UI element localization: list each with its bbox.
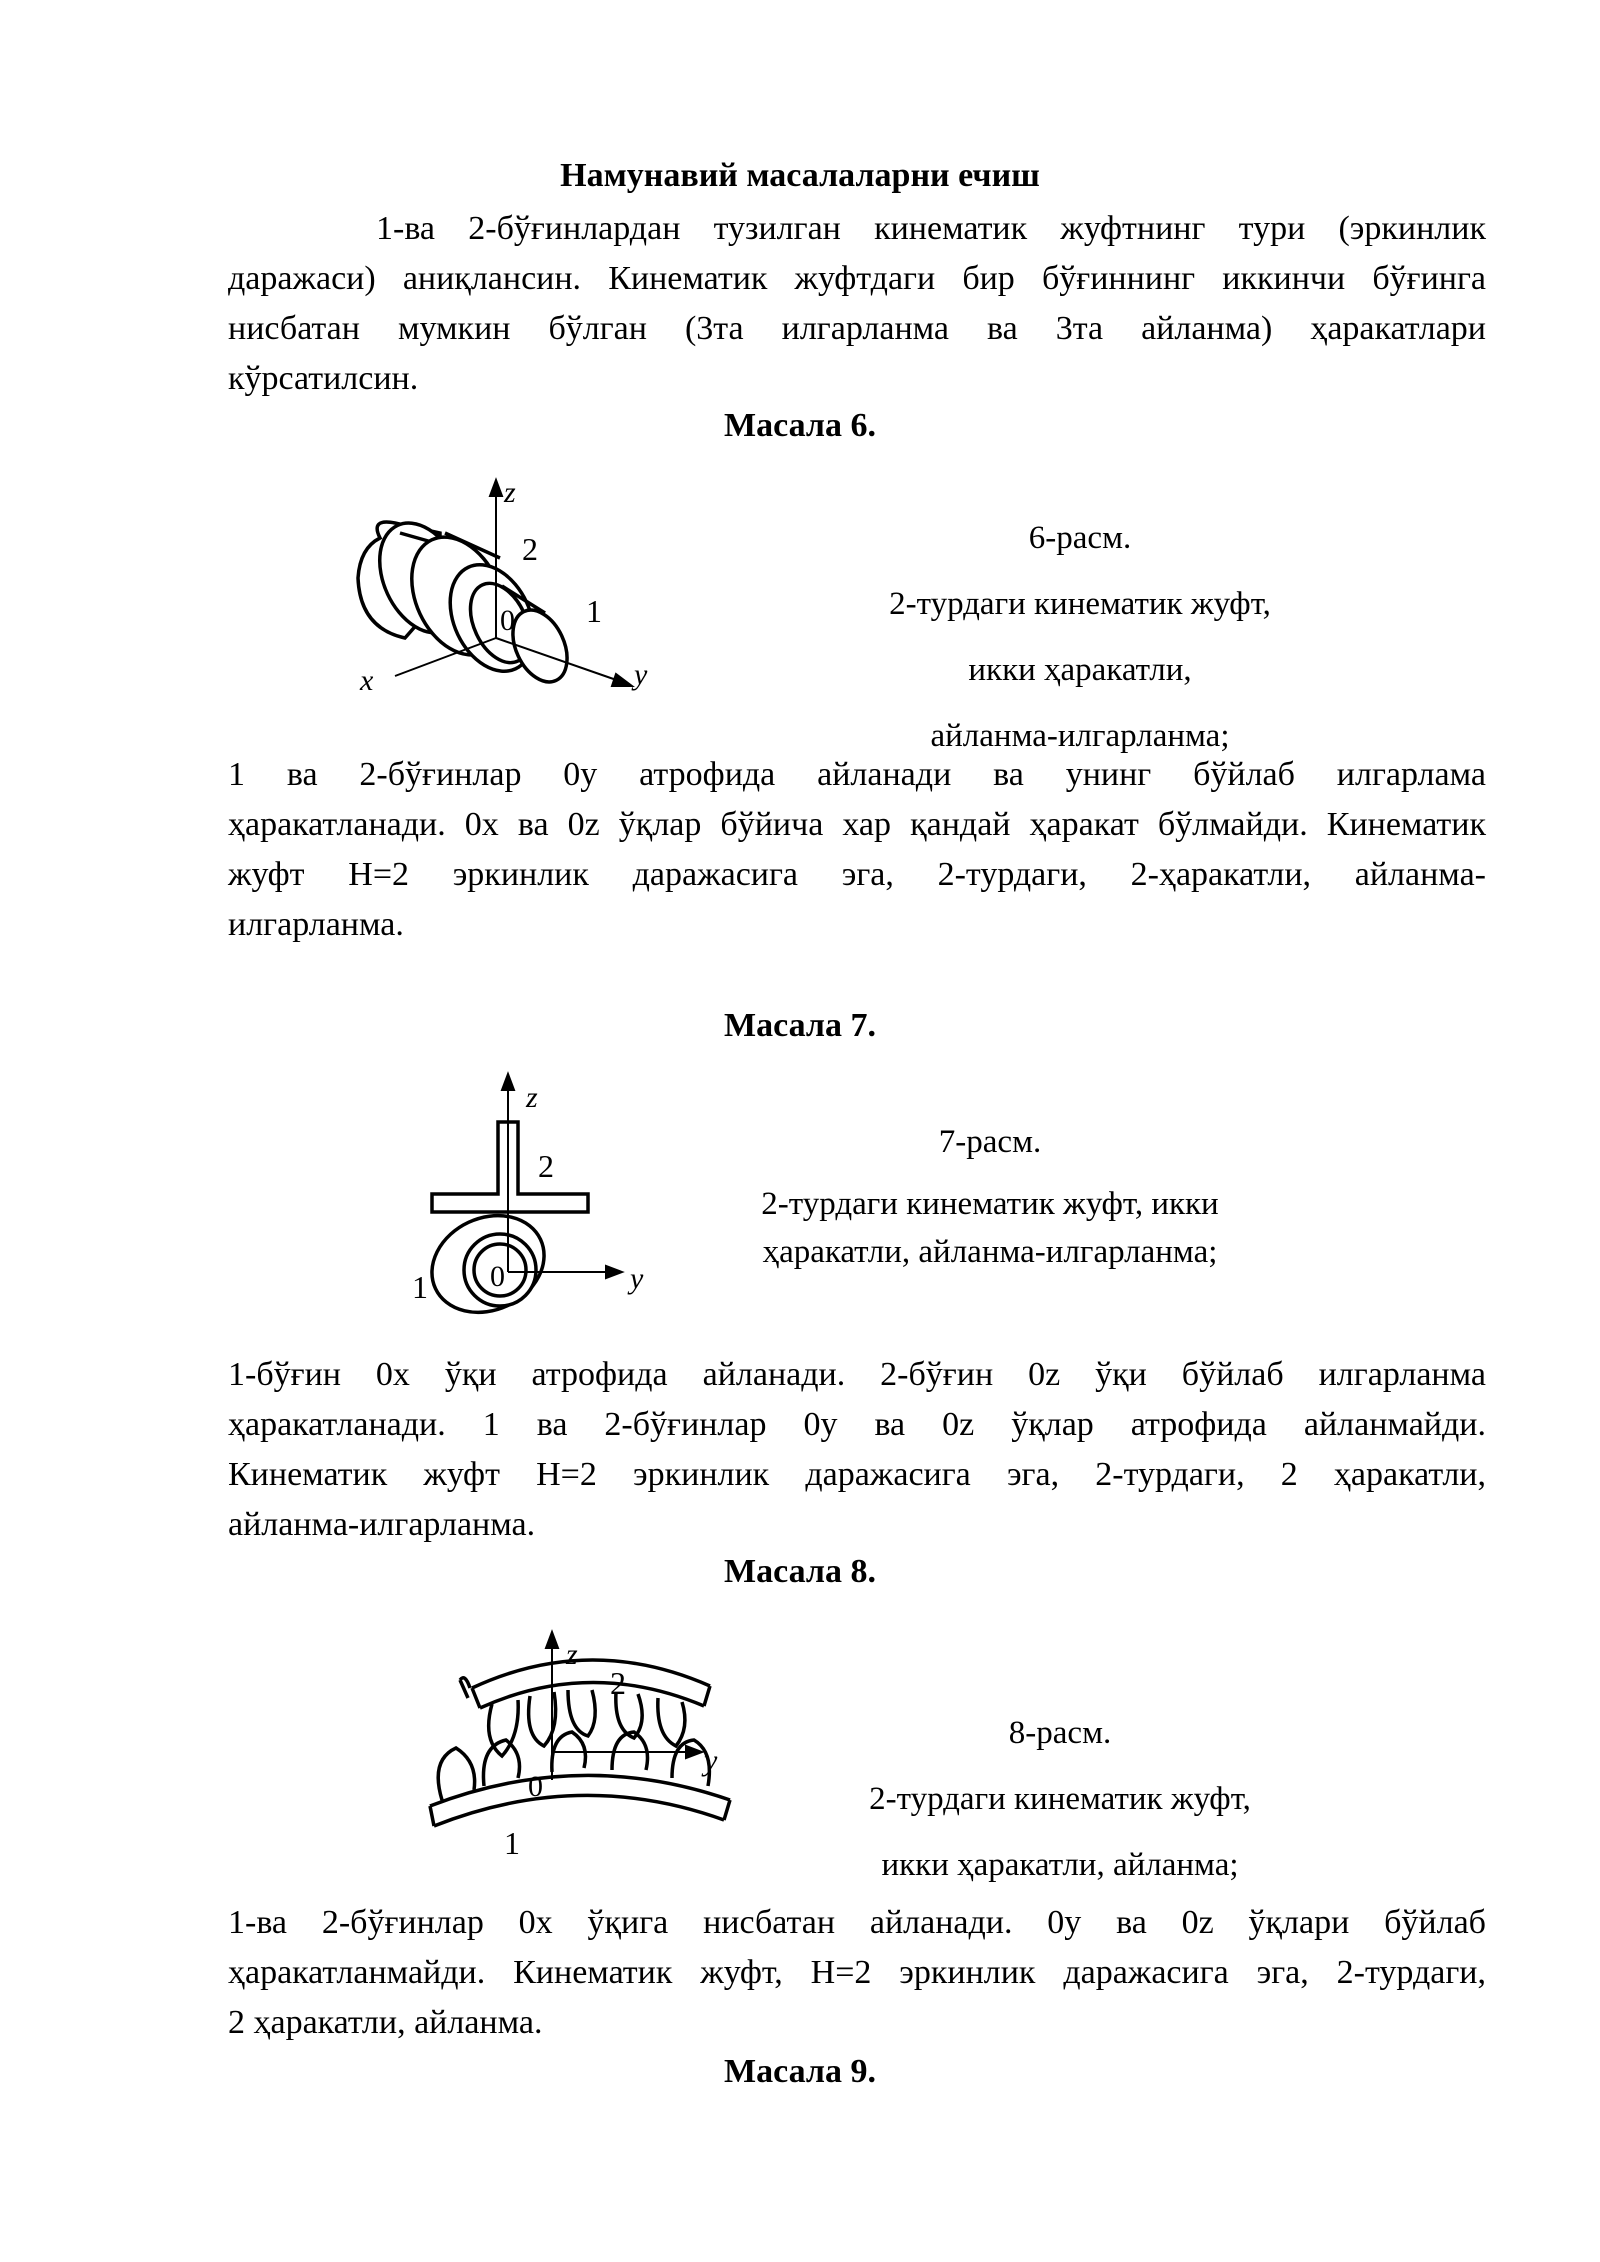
figure-7-pair [400, 1072, 680, 1312]
problem8-title: Масала 8. [724, 1553, 876, 1590]
problem6-text [228, 750, 1486, 950]
axis-z-label: z [566, 1638, 578, 1671]
caption-line: 6-расм. [1028, 520, 1132, 556]
axis-z-label: z [526, 1081, 538, 1114]
caption-line: 8-расм. [1008, 1715, 1112, 1751]
axis-y-label: y [630, 1262, 644, 1295]
intro-line: кўрсатилсин. [228, 360, 419, 397]
origin-label: 0 [528, 1770, 543, 1803]
text-line: 1-ва 2-бўғинлар 0x ўқига нисбатан айланади. 0y ва 0z ўқлари бўйлаб [228, 1904, 1486, 1941]
intro-line: 1-ва 2-бўғинлардан тузилган кинематик жуфтнинг тури (эркинлик [376, 210, 1486, 247]
figure-7-caption [690, 1118, 1290, 1276]
caption-line: 2-турдаги кинематик жуфт, [889, 586, 1271, 622]
link-1-label: 1 [412, 1269, 428, 1305]
text-line: ҳаракатланади. 1 ва 2-бўғинлар 0y ва 0z ўқлар атрофида айланмайди. [228, 1406, 1486, 1443]
page-heading: Намунавий масалаларни ечиш [560, 157, 1040, 194]
text-line: 1 ва 2-бўғинлар 0y атрофида айланади ва унинг бўйлаб илгарлама [228, 756, 1486, 793]
caption-line: 7-расм. [938, 1124, 1042, 1160]
link-2-label: 2 [610, 1665, 626, 1701]
figure-8-gear-pair [420, 1628, 740, 1861]
caption-line: айланма-илгарланма; [930, 718, 1230, 754]
text-line: ҳаракатланади. 0x ва 0z ўқлар бўйича хар қандай ҳаракат бўлмайди. Кинематик [228, 806, 1486, 843]
axis-z-label: z [504, 476, 516, 509]
intro-line: нисбатан мумкин бўлган (3та илгарланма ва 3та айланма) ҳаракатлари [228, 310, 1486, 347]
text-line: Кинематик жуфт H=2 эркинлик даражасига эга, 2-турдаги, 2 ҳаракатли, [228, 1456, 1486, 1493]
link-1-label: 1 [586, 593, 602, 629]
problem7-text [228, 1350, 1486, 1550]
link-1-label: 1 [504, 1825, 520, 1861]
text-line: илгарланма. [228, 906, 404, 943]
figure-6-caption [820, 505, 1340, 754]
axis-x-label: x [360, 664, 374, 697]
link-2-label: 2 [538, 1148, 554, 1184]
axis-y-label: y [704, 1744, 718, 1777]
caption-line: икки ҳаракатли, [968, 652, 1192, 688]
caption-line: 2-турдаги кинематик жуфт, икки [761, 1186, 1219, 1222]
axis-y-label: y [634, 658, 648, 691]
figure-8-caption [810, 1700, 1310, 1883]
intro-paragraph [228, 204, 1486, 404]
origin-label: 0 [490, 1260, 505, 1293]
link-2-label: 2 [522, 531, 538, 567]
problem6-title: Масала 6. [724, 407, 876, 444]
caption-line: икки ҳаракатли, айланма; [881, 1847, 1239, 1883]
caption-line: ҳаракатли, айланма-илгарланма; [762, 1234, 1218, 1270]
figure-6-cylindrical-pair [340, 478, 660, 698]
problem7-title: Масала 7. [724, 1007, 876, 1044]
text-line: айланма-илгарланма. [228, 1506, 536, 1543]
caption-line: 2-турдаги кинематик жуфт, [869, 1781, 1251, 1817]
problem8-text [228, 1898, 1486, 2048]
text-line: ҳаракатланмайди. Кинематик жуфт, H=2 эркинлик даражасига эга, 2-турдаги, [228, 1954, 1486, 1991]
problem9-title: Масала 9. [724, 2053, 876, 2090]
text-line: 2 ҳаракатли, айланма. [228, 2004, 543, 2041]
text-line: жуфт H=2 эркинлик даражасига эга, 2-турдаги, 2-ҳаракатли, айланма- [228, 856, 1486, 893]
intro-line: даражаси) аниқлансин. Кинематик жуфтдаги бир бўғиннинг иккинчи бўғинга [228, 260, 1486, 297]
origin-label: 0 [500, 604, 515, 637]
text-line: 1-бўғин 0x ўқи атрофида айланади. 2-бўғин 0z ўқи бўйлаб илгарланма [228, 1356, 1486, 1393]
